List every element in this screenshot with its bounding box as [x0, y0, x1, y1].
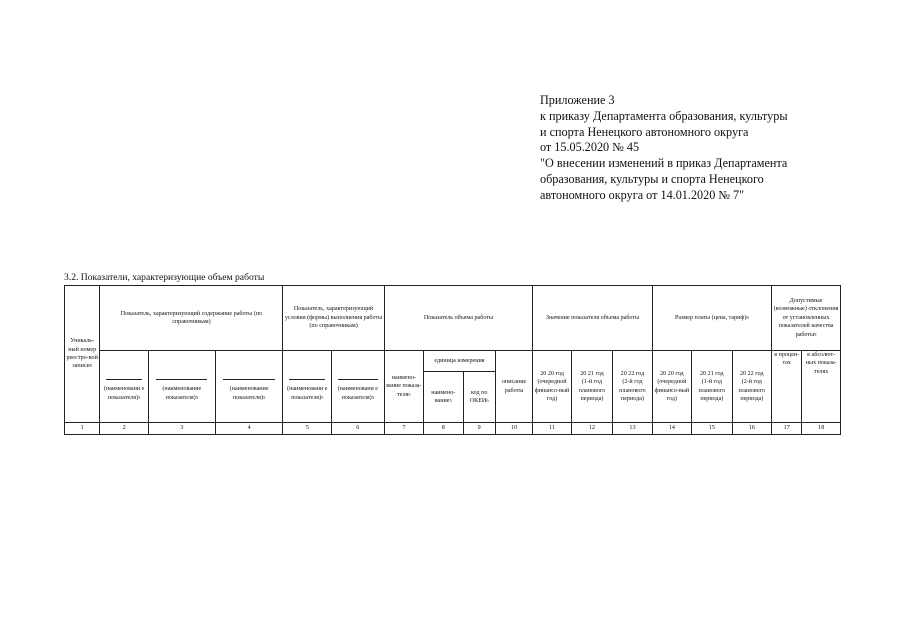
header-allowed-deviation: Допустимые (возможные) отклонения от установленных показателей качества работы$^9$ [772, 286, 841, 351]
column-number: 18 [802, 423, 841, 435]
header-unique-number: Уникаль-ный номер реестро-вой записи$^5$ [65, 286, 100, 423]
subheader-fee-year-1: 20 20 год (очередной финансо-вый год) [652, 351, 691, 423]
column-number: 12 [571, 423, 612, 435]
column-number: 13 [613, 423, 652, 435]
appendix-line: автономного округа от 14.01.2020 № 7" [540, 187, 745, 202]
column-number: 9 [463, 423, 495, 435]
column-number: 3 [148, 423, 215, 435]
column-number: 8 [424, 423, 463, 435]
header-volume-value: Значение показателя объема работы [533, 286, 652, 351]
subheader-value-year-3: 20 22 год (2-й год планового периода) [613, 351, 652, 423]
subheader-deviation-absolute: в абсолют-ных показа-телях [802, 351, 841, 423]
column-number: 16 [732, 423, 771, 435]
subheader-unit-group: единица измерения [424, 351, 496, 372]
subheader-content-2: (наименование показателя)$^5$ [148, 351, 215, 423]
volume-indicators-table [64, 285, 841, 435]
appendix-line: и спорта Ненецкого автономного округа [540, 124, 749, 139]
appendix-block [540, 93, 870, 204]
column-number: 14 [652, 423, 691, 435]
subheader-deviation-percent: в процен-тах [772, 351, 802, 423]
column-number: 5 [283, 423, 332, 435]
appendix-line: Приложение 3 [540, 93, 615, 107]
column-number: 11 [533, 423, 571, 435]
subheader-fee-year-3: 20 22 год (2-й год планового периода) [732, 351, 771, 423]
header-content-indicator: Показатель, характеризующий содержание работы (по справочникам) [100, 286, 283, 351]
subheader-volume-name: наимено-вание показа-теля$^5$ [384, 351, 423, 423]
column-number: 17 [772, 423, 802, 435]
subheader-value-year-1: 20 20 год (очередной финансо-вый год) [533, 351, 571, 423]
section-title: 3.2. Показатели, характеризующие объем работы [64, 272, 265, 283]
appendix-line: образования, культуры и спорта Ненецкого [540, 171, 764, 186]
header-volume-indicator: Показатель объема работы [384, 286, 533, 351]
header-fee: Размер платы (цена, тариф)$^8$ [652, 286, 771, 351]
appendix-line: "О внесении изменений в приказ Департамента [540, 156, 788, 171]
column-number: 7 [384, 423, 423, 435]
column-number: 2 [100, 423, 149, 435]
column-number: 1 [65, 423, 100, 435]
subheader-value-year-2: 20 21 год (1-й год планового периода) [571, 351, 612, 423]
column-number: 4 [215, 423, 283, 435]
header-conditions-indicator: Показатель, характеризующий условия (формы) выполнения работы (по справочникам) [283, 286, 384, 351]
column-number: 15 [692, 423, 732, 435]
subheader-content-3: (наименование показателя)$^5$ [215, 351, 283, 423]
subheader-conditions-1: (наименовани е показателя)$^5$ [283, 351, 332, 423]
appendix-line: к приказу Департамента образования, культуры [540, 108, 788, 123]
subheader-description: описание работы [495, 351, 532, 423]
subheader-fee-year-2: 20 21 год (1-й год планового периода) [692, 351, 732, 423]
column-number: 10 [495, 423, 532, 435]
subheader-conditions-2: (наименовани е показателя)$^5$ [332, 351, 385, 423]
appendix-line: от 15.05.2020 № 45 [540, 140, 640, 155]
subheader-unit-code: код по ОКЕИ$^6$ [463, 372, 495, 423]
column-number: 6 [332, 423, 385, 435]
subheader-unit-name: наимено-вание$^5$ [424, 372, 463, 423]
subheader-content-1: (наименовани е показателя)$^5$ [100, 351, 149, 423]
